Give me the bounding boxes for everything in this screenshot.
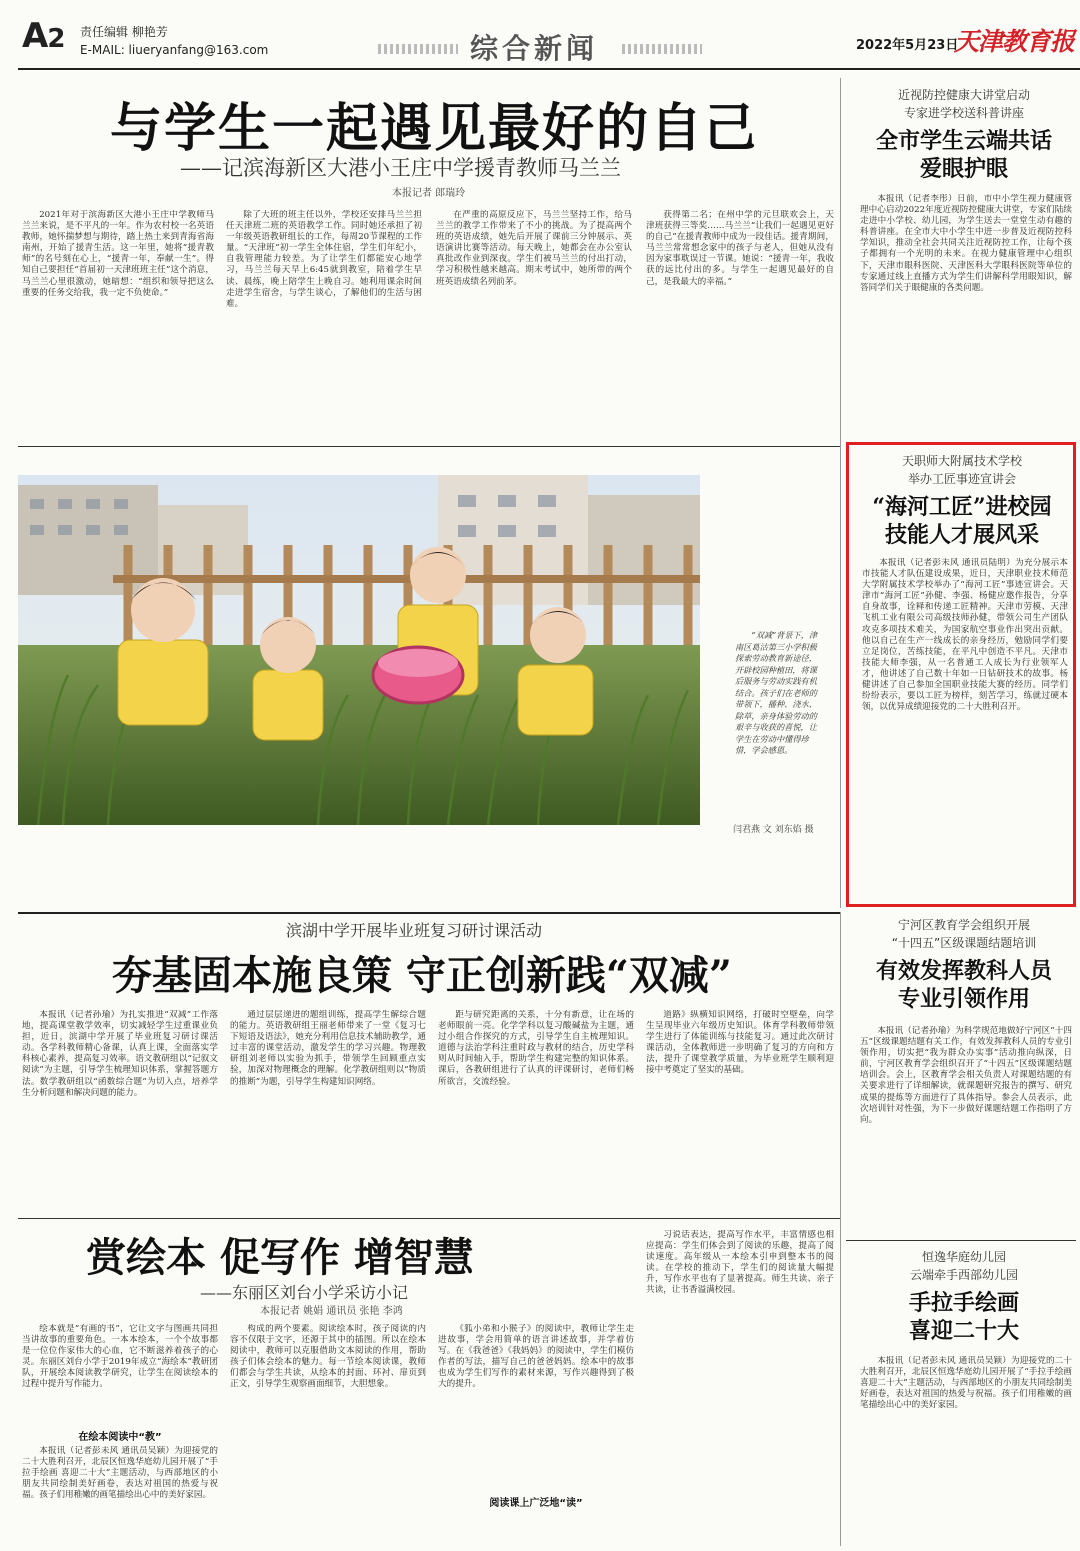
highlight-kicker-1: 天职师大附属技术学校 [901, 454, 1022, 468]
third-story-column-1: 绘本就是“有画的书”，它让文字与图画共同担当讲故事的重要角色。一本本绘本，一个个故事都是一位位作家伟大的心血，它不断滋养着孩子的心灵。东丽区刘台小学于2019年成立“海绘本”教研团队，开展绘本阅读教学研究，让学生在阅读绘本的过程中提升写作能力。 [22, 1324, 218, 1390]
sidebar-mid-title-2: 专业引领作用 [897, 986, 1030, 1012]
paper-logo: 天津教育报 [954, 27, 1075, 56]
highlight-title-1: “海河工匠”进校园 [872, 494, 1052, 520]
garden-photo [18, 475, 700, 825]
lead-bottom-rule [18, 446, 840, 447]
lead-column-3: 在严重的高原反应下，马兰兰坚持工作，给马兰兰的教学工作带来了不小的挑战。为了提高两个班的英语成绩，她先后开展了课前三分钟展示、英语演讲比赛等活动。每天晚上，她都会在办公室认真批改作业到深夜。学生们被马兰兰的付出打动，学习积极性越来越高。期末考试中，她所带的两个班英语成绩名列前茅。 [436, 210, 632, 287]
third-story-subhead-2: 阅读课上广泛地“读” [489, 1498, 583, 1509]
sidebar-top-kicker-1: 近视防控健康大讲堂启动 [897, 88, 1030, 102]
lead-byline: 本报记者 郎瑞玲 [392, 188, 466, 199]
third-story-headline: 赏绘本 促写作 增智慧 [86, 1234, 474, 1281]
lead-column-1: 2021年对于滨海新区大港小王庄中学教师马兰兰来说，是不平凡的一年。作为农村校一名英语教师，她怀揣梦想与期待，踏上热土来到青海省海南州，开始了援青生活。这一年里，她将“援青教师”的名号刻在心上，“援青一年，奉献一生”。得知自己要担任“首届初一天津班班主任”这个消息，马兰兰心里很激动，她暗想：“组织和领导把这么重要的任务交给我，我一定不负使命。” [22, 210, 214, 298]
second-story-column-1: 本报讯（记者孙瑜）为扎实推进“双减”工作落地，提高课堂教学效率，切实减轻学生过重课业负担，近日，滨湖中学开展了毕业班复习研讨课活动。各学科教师精心备课，认真上课，全面落实学科核心素养，提高复习效率。语文教研组以“记叙文阅读”为主题，引导学生梳理知识体系，掌握答题方法。数学教研组以“函数综合题”为切入点，培养学生分析问题和解决问题的能力。 [22, 1010, 218, 1098]
second-story-column-3: 距与研究距离的关系，十分有新意，让在场的老师眼前一亮。化学学科以复习酸碱盐为主题，通过小组合作探究的方式，引导学生自主梳理知识。道德与法治学科注重时政与教材的结合，历史学科则从时间轴入手，帮助学生构建完整的知识体系。课后，各教研组进行了认真的评课研讨，老师们畅所欲言，交流经验。 [438, 1010, 634, 1087]
editor-info [80, 23, 268, 59]
sidebar-top-title-2: 爱眼护眼 [919, 156, 1008, 182]
third-story-column-2: 构成的两个要素。阅读绘本时，孩子阅读的内容不仅限于文字，还源于其中的插图。所以在绘本阅读中，教师可以克服借助文本阅读的作用，帮助孩子们体会绘本的魅力。每一节绘本阅读课，教师们都会与学生共读，从绘本的封面、环衬、扉页到正文，引导学生观察画面细节，大胆想象。 [230, 1324, 426, 1390]
sidebar-bottom-title-1: 手拉手绘画 [908, 1290, 1019, 1316]
third-story-column-3: 《狐小弟和小猴子》的阅读中，教师让学生走进故事，学会用简单的语言讲述故事，并学着仿写。在《我爸爸》《我妈妈》的阅读中，学生们模仿作者的写法，描写自己的爸爸妈妈。绘本中的故事也成为学生们写作的素材来源，写作兴趣得到了极大的提升。 [438, 1324, 634, 1390]
third-story-rule [18, 1218, 840, 1219]
second-story-kicker: 滨湖中学开展毕业班复习研讨课活动 [286, 921, 543, 940]
sidebar-mid-title-1: 有效发挥教科人员 [875, 958, 1052, 984]
highlight-body: 本报讯（记者彭未风 通讯员陆明）为充分展示本市技能人才队伍建设成果，近日，天津职业技术师范大学附属技术学校举办了“海河工匠”事迹宣讲会。天津市“海河工匠”孙健、李强、杨健应邀作报告，分享自身故事，诠释和传递工匠精神。天津市劳模、天津飞机工业有限公司高级技师孙健，带领公司生产团队攻克多项技术难关，为国家航空事业作出突出贡献。他以自己在生产一线成长的亲身经历，勉励同学们要立足岗位，苦练技能，在平凡中创造不平凡。天津市技能大师李强，从一名普通工人成长为行业领军人才，他讲述了自己数十年如一日钻研技术的故事。杨健讲述了自己参加全国职业技能大赛的经历。同学们纷纷表示，要以工匠为榜样，刻苦学习，练就过硬本领，以优异成绩迎接党的二十大胜利召开。 [862, 558, 1068, 713]
lead-subtitle: ——记滨海新区大港小王庄中学援青教师马兰兰 [180, 156, 621, 180]
second-story-column-2: 通过层层递进的题组训练，提高学生解综合题的能力。英语教研组王丽老师带来了一堂《复习七下短语及语法》，她充分利用信息技术辅助教学，通过丰富的课堂活动，激发学生的学习兴趣。物理教研组刘老师以实验为抓手，带领学生回顾重点实验，加深对物理概念的理解。化学教研组则以“物质的推断”为题，引导学生构建知识网络。 [230, 1010, 426, 1087]
second-story-rule [18, 912, 840, 914]
sidebar-top-title-1: 全市学生云端共话 [875, 128, 1052, 154]
page-number: A2 [22, 16, 65, 56]
third-story-subtitle: ——东丽区刘台小学采访小记 [200, 1283, 409, 1302]
masthead [0, 0, 1080, 72]
section-ornament-right [622, 44, 702, 54]
highlight-kicker-2: 举办工匠事迹宣讲会 [907, 472, 1016, 486]
section-title: 综合新闻 [470, 32, 599, 65]
third-story-byline: 本报记者 姚娟 通讯员 张艳 李鸿 [260, 1306, 403, 1317]
editor-email: E-MAIL: liueryanfang@163.com [80, 43, 269, 57]
sidebar-mid-kicker-1: 宁河区教育学会组织开展 [897, 918, 1030, 932]
sidebar-bottom-kicker-1: 恒逸华庭幼儿园 [921, 1250, 1006, 1264]
sidebar-bottom-rule [846, 1240, 1076, 1241]
second-story-headline: 夯基固本施良策 守正创新践“双减” [112, 952, 732, 999]
highlight-title-2: 技能人才展风采 [884, 522, 1039, 548]
sidebar-top-body: 本报讯（记者李彤）日前，市中小学生视力健康管理中心启动2022年度近视防控健康大讲堂，专家们陆续走进中小学校、幼儿园，为学生送去一堂堂生动有趣的科普讲座。在全市大中小学生中进一步普及近视防控科学知识，推动全社会共同关注近视防控工作，让每个孩子都拥有一个光明的未来。在视力健康管理中心组织下，天津市眼科医院、天津医科大学眼科医院等单位的专家通过线上直播方式为学生们讲解科学用眼知识，解答同学们关于眼健康的各类问题。 [860, 194, 1072, 293]
sidebar-bottom-body: 本报讯（记者彭未风 通讯员吴颖）为迎接党的二十大胜利召开，北辰区恒逸华庭幼儿园开展了“手拉手绘画 喜迎二十大”主题活动，与西部地区的小朋友共同绘制美好画卷，表达对祖国的热爱与祝福。孩子们用稚嫩的画笔描绘出心中的美好家园。 [860, 1356, 1072, 1411]
sidebar-divider [840, 78, 841, 908]
photo-credit: 闫君燕 文 刘东焰 摄 [733, 825, 814, 835]
section-ornament-left [378, 44, 458, 54]
editor-name: 责任编辑 柳艳芳 [80, 25, 168, 39]
photo-caption: “双减”背景下，津南区葛沽第三小学积极探索劳动教育新途径，开辟校园种植田，将课后服务与劳动实践有机结合。孩子们在老师的带领下，播种、浇水、除草，亲身体验劳动的艰辛与收获的喜悦，让学生在劳动中懂得珍惜，学会感恩。 [735, 630, 818, 755]
lead-headline: 与学生一起遇见最好的自己 [110, 98, 759, 159]
third-story-column-4: 习说话表达，提高写作水平，丰富情感也相应提高：学生们体会到了阅读的乐趣，提高了阅读速度。高年级从一本绘本引申到整本书的阅读。在学校的推动下，学生们的阅读量大幅提升，写作水平也有了显著提高。师生共读、亲子共读，让书香溢满校园。 [646, 1230, 834, 1296]
sidebar-divider-lower [840, 912, 841, 1546]
second-story-column-4: 道路》纵横知识网络，打破时空壁垒，向学生呈现毕业六年级历史知识。体育学科教师带领学生进行了体能训练与技能复习。通过此次研讨课活动，全体教师进一步明确了复习的方向和方法，提升了课堂教学质量，为毕业班学生顺利迎接中考奠定了坚实的基础。 [646, 1010, 834, 1076]
sidebar-bottom-kicker-2: 云端牵手西部幼儿园 [909, 1268, 1018, 1282]
garden-photo-illustration [18, 475, 700, 825]
masthead-rule [18, 68, 1080, 70]
third-story-column-1b: 本报讯（记者彭未风 通讯员吴颖）为迎接党的二十大胜利召开，北辰区恒逸华庭幼儿园开展了“手拉手绘画 喜迎二十大”主题活动，与西部地区的小朋友共同绘制美好画卷，表达对祖国的热爱与祝福。孩子们用稚嫩的画笔描绘出心中的美好家园。 [22, 1446, 218, 1501]
sidebar-bottom-title-2: 喜迎二十大 [908, 1318, 1019, 1344]
sidebar-mid-kicker-2: “十四五”区级课题结题培训 [891, 936, 1037, 950]
lead-column-2: 除了大班的班主任以外，学校还安排马兰兰担任天津班二班的英语教学工作。同时她还承担了初一年级英语教研组长的工作，每周20节课程的工作量。“天津班”初一学生全体住宿，学生们年纪小，自我管理能力较差。为了让学生们都能安心地学习，马兰兰每天早上6:45就到教室，陪着学生早读、晨练，晚上陪学生上晚自习。她利用课余时间走进学生宿舍，与学生谈心，了解他们的生活与困难。 [226, 210, 422, 309]
sidebar-mid-body: 本报讯（记者孙瑜）为科学规范地做好宁河区“十四五”区级课题结题有关工作，有效发挥教科人员的专业引领作用，切实把“我为群众办实事”活动推向纵深，日前，宁河区教育学会组织召开了“十四五”区级课题结题培训会。会上，区教育学会相关负责人对课题结题的有关要求进行了详细解读，就课题研究报告的撰写、研究成果的提炼等方面进行了具体指导。参会人员表示，此次培训针对性强，为下一步做好课题结题工作指明了方向。 [860, 1026, 1072, 1125]
third-story-subhead-1: 在绘本阅读中“教” [78, 1432, 162, 1443]
sidebar-top-kicker-2: 专家进学校送科普讲座 [903, 106, 1024, 120]
lead-column-4: 获得第二名；在州中学的元旦联欢会上，天津班获得三等奖……马兰兰“让我们一起遇见更好的自己”在援青教师中成为一段佳话。援青期间，马兰兰常常想念家中的孩子与老人，但她从没有因为家事耽误过一节课。她说：“援青一年，我收获的远比付出的多。与学生一起遇见最好的自己，是我最大的幸福。” [646, 210, 834, 287]
issue-date: 2022年5月23日 [856, 38, 959, 53]
